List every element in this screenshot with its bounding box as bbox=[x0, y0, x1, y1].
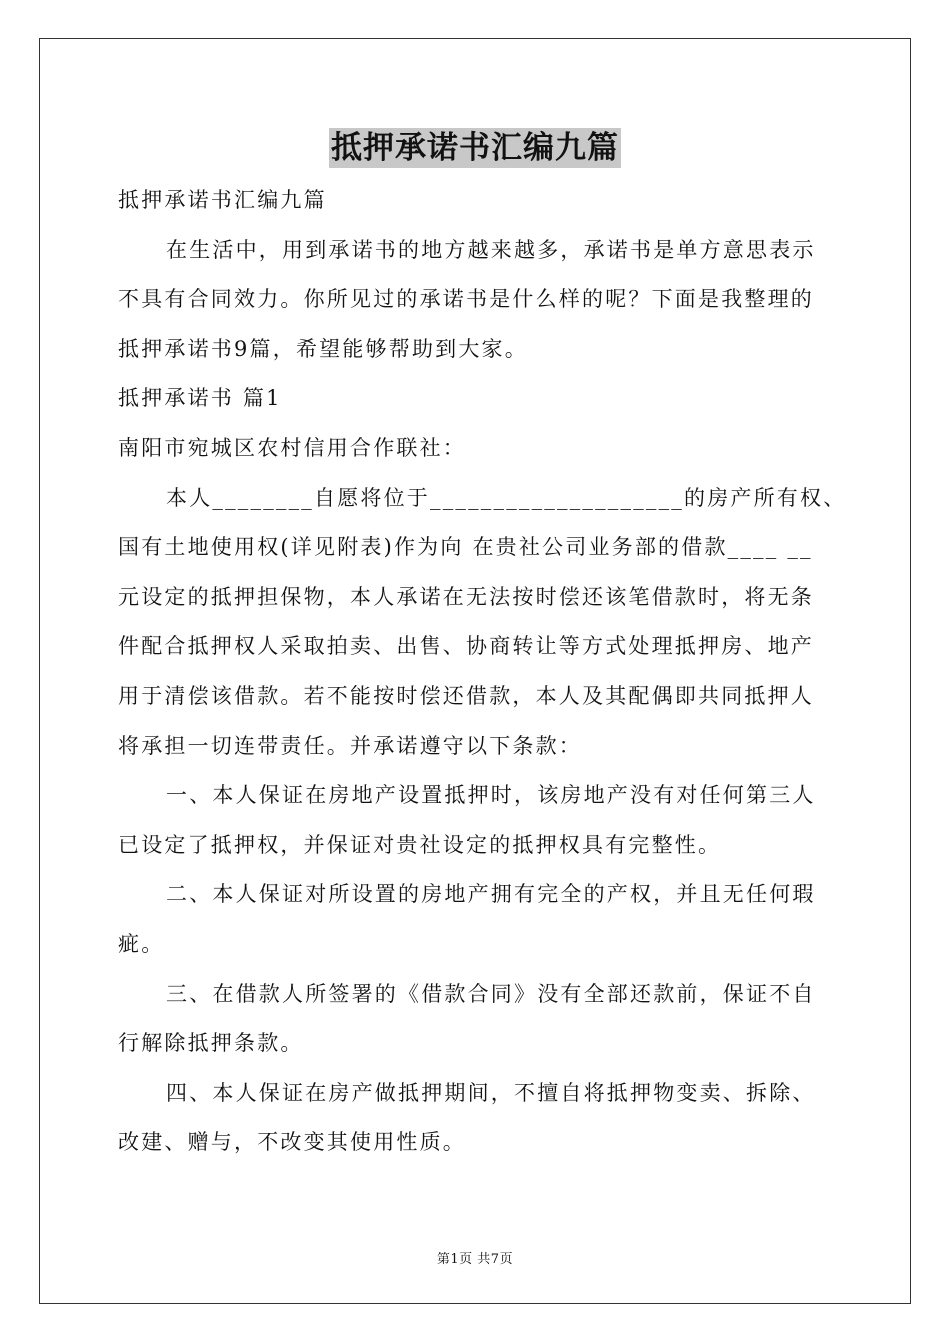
paragraph-line: 元设定的抵押担保物，本人承诺在无法按时偿还该笔借款时，将无条 bbox=[118, 584, 814, 609]
section-heading: 抵押承诺书 篇1 bbox=[118, 386, 282, 411]
clause-line: 行解除抵押条款。 bbox=[118, 1031, 304, 1056]
clause-line: 一、本人保证在房地产设置抵押时，该房地产没有对任何第三人 bbox=[166, 783, 816, 808]
clause-line: 已设定了抵押权，并保证对贵社设定的抵押权具有完整性。 bbox=[118, 832, 722, 857]
paragraph-line: 国有土地使用权(详见附表)作为向 在贵社公司业务部的借款____ __ bbox=[118, 535, 813, 560]
page-indicator: 第1页 共7页 bbox=[436, 1252, 514, 1267]
clause-line: 四、本人保证在房产做抵押期间，不擅自将抵押物变卖、拆除、 bbox=[166, 1080, 816, 1105]
document-body bbox=[118, 178, 847, 1170]
paragraph-line: 用于清偿该借款。若不能按时偿还借款，本人及其配偶即共同抵押人 bbox=[118, 683, 814, 708]
clause-line: 二、本人保证对所设置的房地产拥有完全的产权，并且无任何瑕 bbox=[166, 882, 816, 907]
clause-line: 三、在借款人所签署的《借款合同》没有全部还款前，保证不自 bbox=[166, 981, 816, 1006]
clause-line: 疵。 bbox=[118, 931, 165, 956]
paragraph-line: 不具有合同效力。你所见过的承诺书是什么样的呢？下面是我整理的 bbox=[118, 287, 814, 312]
paragraph-line: 将承担一切连带责任。并承诺遵守以下条款： bbox=[118, 733, 582, 758]
document-title: 抵押承诺书汇编九篇 bbox=[331, 130, 619, 166]
paragraph-line: 件配合抵押权人采取拍卖、出售、协商转让等方式处理抵押房、地产 bbox=[118, 634, 814, 659]
title-container bbox=[0, 128, 950, 168]
paragraph-line: 抵押承诺书9篇，希望能够帮助到大家。 bbox=[118, 336, 528, 361]
clause-line: 改建、赠与，不改变其使用性质。 bbox=[118, 1130, 466, 1155]
addressee-line: 南阳市宛城区农村信用合作联社： bbox=[118, 435, 466, 460]
paragraph-line: 在生活中，用到承诺书的地方越来越多，承诺书是单方意思表示 bbox=[166, 237, 816, 262]
subtitle-line: 抵押承诺书汇编九篇 bbox=[118, 188, 327, 212]
paragraph-line: 本人________自愿将位于____________________的房产所有权、 bbox=[166, 485, 847, 510]
